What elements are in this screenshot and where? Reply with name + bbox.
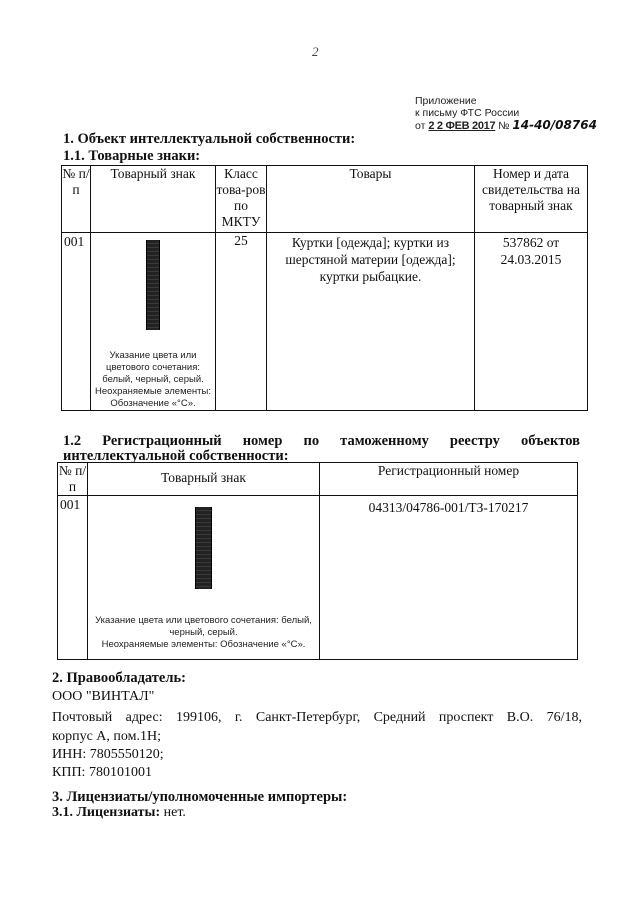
mark-note-unprotected: Неохраняемые элементы: Обозначение «°С». xyxy=(101,639,306,650)
header-reg: Регистрационный номер xyxy=(320,463,578,496)
appendix-number-sign: № xyxy=(498,120,510,132)
header-mark: Товарный знак xyxy=(88,463,320,496)
header-class: Класс това-ров по МКТУ xyxy=(216,166,267,233)
registration-table-header xyxy=(58,463,578,496)
letter-number-handwritten: 14-40/08764 xyxy=(512,118,597,132)
mark-note-colors: Указание цвета или цветового сочетания: белый, черный, серый. xyxy=(95,615,312,638)
section1-title: 1. Объект интеллектуальной собственности: xyxy=(63,131,356,147)
header-mark: Товарный знак xyxy=(91,166,216,233)
row-goods: Куртки [одежда]; куртки из шерстяной материи [одежда]; куртки рыбацкие. xyxy=(267,233,475,411)
header-no: № п/п xyxy=(62,166,91,233)
row-class: 25 xyxy=(216,233,267,411)
rightholder-address-line1: Почтовый адрес: 199106, г. Санкт-Петербург, Средний проспект В.О. 76/18, xyxy=(52,710,582,725)
section2-title: 2. Правообладатель: xyxy=(52,670,186,686)
rightholder-inn: ИНН: 7805550120; xyxy=(52,747,164,762)
mark-note-colors: Указание цвета или цветового сочетания: белый, черный, серый. xyxy=(102,350,204,385)
registration-table xyxy=(57,462,578,660)
page-number: 2 xyxy=(312,44,319,59)
trademark-table xyxy=(61,165,588,411)
appendix-from: от xyxy=(415,120,426,132)
rightholder-company: ООО "ВИНТАЛ" xyxy=(52,689,155,704)
row-no: 001 xyxy=(58,496,88,660)
row-reg-number: 04313/04786-001/ТЗ-170217 xyxy=(320,496,578,660)
appendix-line3 xyxy=(415,119,597,132)
section1-subtitle: 1.1. Товарные знаки: xyxy=(63,148,201,164)
section3-title: 3. Лицензиаты/уполномоченные импортеры: xyxy=(52,789,348,805)
appendix-line2: к письму ФТС России xyxy=(415,107,520,119)
header-cert: Номер и дата свидетельства на товарный знак xyxy=(475,166,588,233)
row-no: 001 xyxy=(62,233,91,411)
appendix-block xyxy=(415,95,597,132)
rightholder-address-line2: корпус А, пом.1Н; xyxy=(52,729,161,744)
section12-title-line2: интеллектуальной собственности: xyxy=(63,448,289,464)
header-goods: Товары xyxy=(267,166,475,233)
row-cert: 537862 от 24.03.2015 xyxy=(475,233,588,411)
table-row xyxy=(58,496,578,660)
rightholder-kpp: КПП: 780101001 xyxy=(52,765,152,780)
header-no: № п/п xyxy=(58,463,87,494)
row-mark-cell xyxy=(88,496,320,660)
letter-date-stamp: 2 2 ФЕВ 2017 xyxy=(428,120,496,132)
section12-title-line1: 1.2 Регистрационный номер по таможенному реестру объектов xyxy=(63,433,580,449)
licensees-label: 3.1. Лицензиаты: xyxy=(52,805,161,820)
trademark-image xyxy=(146,240,160,330)
table-row xyxy=(62,233,588,411)
appendix-line1: Приложение xyxy=(415,95,477,107)
licensees-line xyxy=(52,804,186,822)
trademark-image xyxy=(195,507,212,589)
mark-note-unprotected: Неохраняемые элементы: Обозначение «°С». xyxy=(95,386,211,409)
row-mark-cell xyxy=(91,233,216,411)
licensees-value: нет. xyxy=(160,805,186,820)
trademark-table-header xyxy=(62,166,588,233)
